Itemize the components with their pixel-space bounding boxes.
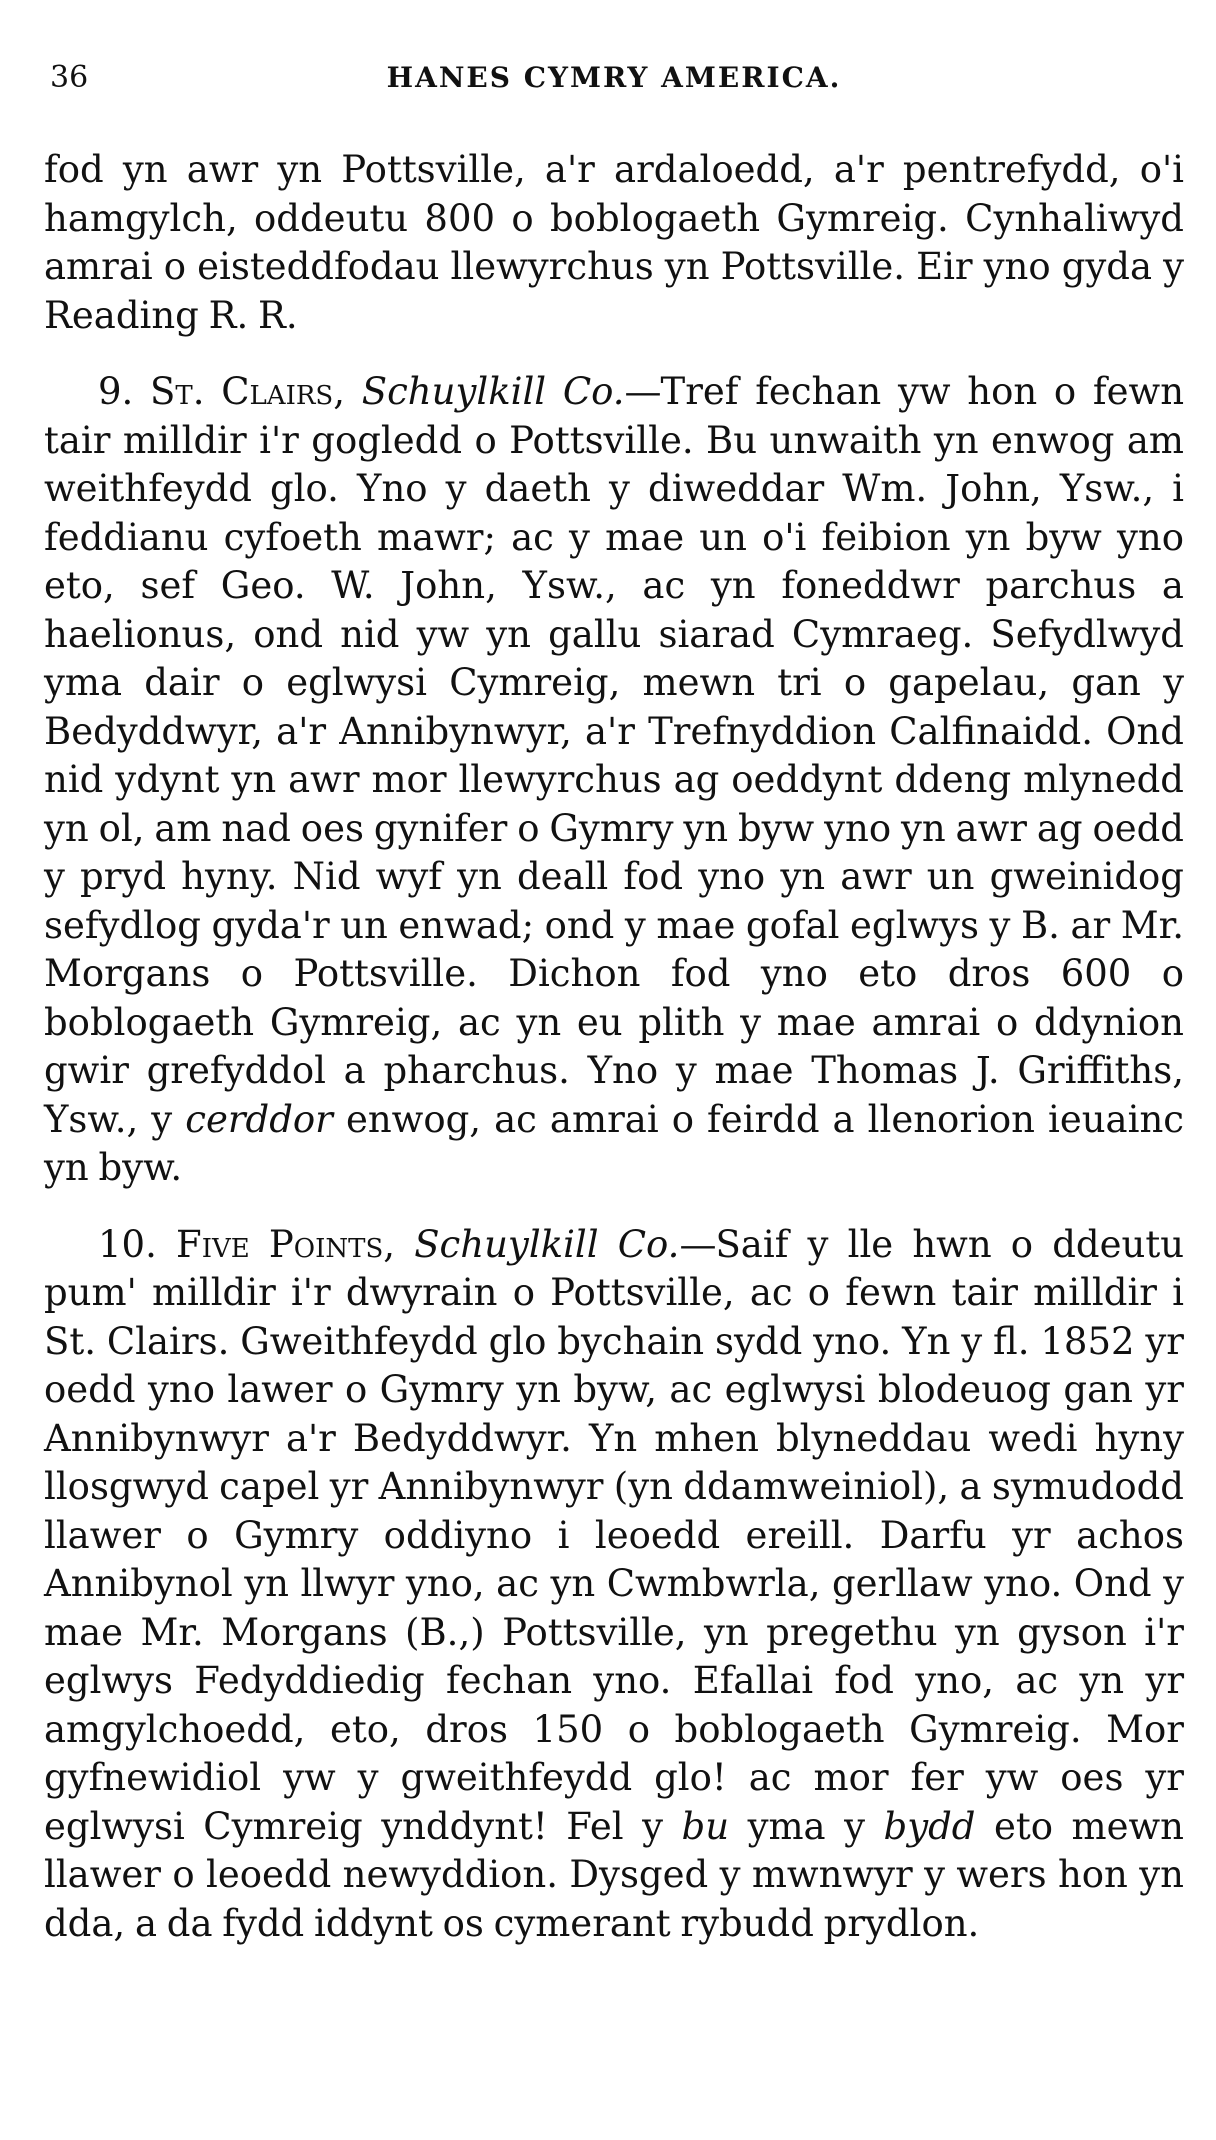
paragraph-st-clairs <box>44 368 1184 1193</box>
county-name: Schuylkill Co. <box>414 1222 680 1266</box>
place-name: Five Points, <box>176 1222 396 1266</box>
italic-word: bydd <box>883 1804 976 1848</box>
running-head <box>44 48 1184 108</box>
section-number: 10. <box>98 1222 157 1266</box>
paragraph-pottsville <box>44 146 1184 340</box>
section-number: 9. <box>98 370 134 413</box>
book-page <box>44 48 1184 2098</box>
paragraph-text: eto mewn llawer o leoedd newyddion. Dysged y mwnwyr y wers hon yn dda, a da fydd iddynt os cymerant rybudd prydlon. <box>44 1804 1185 1945</box>
county-name: Schuylkill Co. <box>361 370 625 413</box>
italic-word: cerddor <box>185 1097 333 1141</box>
italic-word: bu <box>681 1804 730 1848</box>
paragraph-text: Saif y lle hwn o ddeutu pum' milldir i'r dwyrain o Pottsville, ac o fewn tair milldir i St. Clairs. Gweithfeydd glo bychain sydd yno. Yn y fl. 1852 yr oedd yno lawer o Gymry yn byw, ac eglwysi blodeuog gan yr Annibynwyr a'r Bedyddwyr. Yn mhen blyneddau wedi hyny llosgwyd capel yr Annibynwyr (yn ddamweiniol), a symudodd llawer o Gymry oddiyno i leoedd ereill. Darfu yr achos Annibynol yn llwyr yno, ac yn Cwmbwrla, gerllaw yno. Ond y mae Mr. Morgans (B.,) Pottsville, yn pregethu yn gyson i'r eglwys Fedyddiedig fechan yno. Efallai fod yno, ac yn yr amgylchoedd, eto, dros 150 o boblogaeth Gymreig. Mor gyfnewidiol yw y gweithfeydd glo! ac mor fer yw oes yr eglwysi Cymreig ynddynt! Fel y <box>44 1222 1185 1848</box>
paragraph-text: Tref fechan yw hon o fewn tair milldir i'r gogledd o Pottsville. Bu unwaith yn enwog am weithfeydd glo. Yno y daeth y diweddar Wm. John, Ysw., i feddianu cyfoeth mawr; ac y mae un o'i feibion yn byw yno eto, sef Geo. W. John, Ysw., ac yn foneddwr parchus a haelionus, ond nid yw yn gallu siarad Cymraeg. Sefydlwyd yma dair o eglwysi Cymreig, mewn tri o gapelau, gan y Bedyddwyr, a'r Annibynwyr, a'r Trefnyddion Calfinaidd. Ond nid ydynt yn awr mor llewyrchus ag oeddynt ddeng mlynedd yn ol, am nad oes gynifer o Gymry yn byw yno yn awr ag oedd y pryd hyny. Nid wyf yn deall fod yno yn awr un gweinidog sefydlog gyda'r un enwad; ond y mae gofal eglwys y B. ar Mr. Morgans o Pottsville. Dichon fod yno eto dros 600 o boblogaeth Gymreig, ac yn eu plith y mae amrai o ddynion gwir grefyddol a pharchus. Yno y mae Thomas J. Griffiths, Ysw., y <box>44 370 1185 1141</box>
page-number: 36 <box>50 60 89 95</box>
paragraph-text: enwog, ac amrai o feirdd a llenorion ieuainc yn byw. <box>44 1097 1185 1189</box>
page-title: HANES CYMRY AMERICA. <box>386 61 842 94</box>
em-dash: — <box>624 370 661 413</box>
paragraph-text: yma y <box>747 1804 866 1848</box>
paragraph-five-points <box>44 1221 1184 1949</box>
paragraph-text: fod yn awr yn Pottsville, a'r ardaloedd, a'r pentrefydd, o'i hamgylch, oddeutu 800 o boblogaeth Gymreig. Cynhaliwyd amrai o eisteddfodau llewyrchus yn Pottsville. Eir yno gyda y Reading R. R. <box>44 148 1184 337</box>
place-name: St. Clairs, <box>150 370 345 413</box>
body-text <box>44 146 1184 1948</box>
em-dash: — <box>679 1222 716 1266</box>
